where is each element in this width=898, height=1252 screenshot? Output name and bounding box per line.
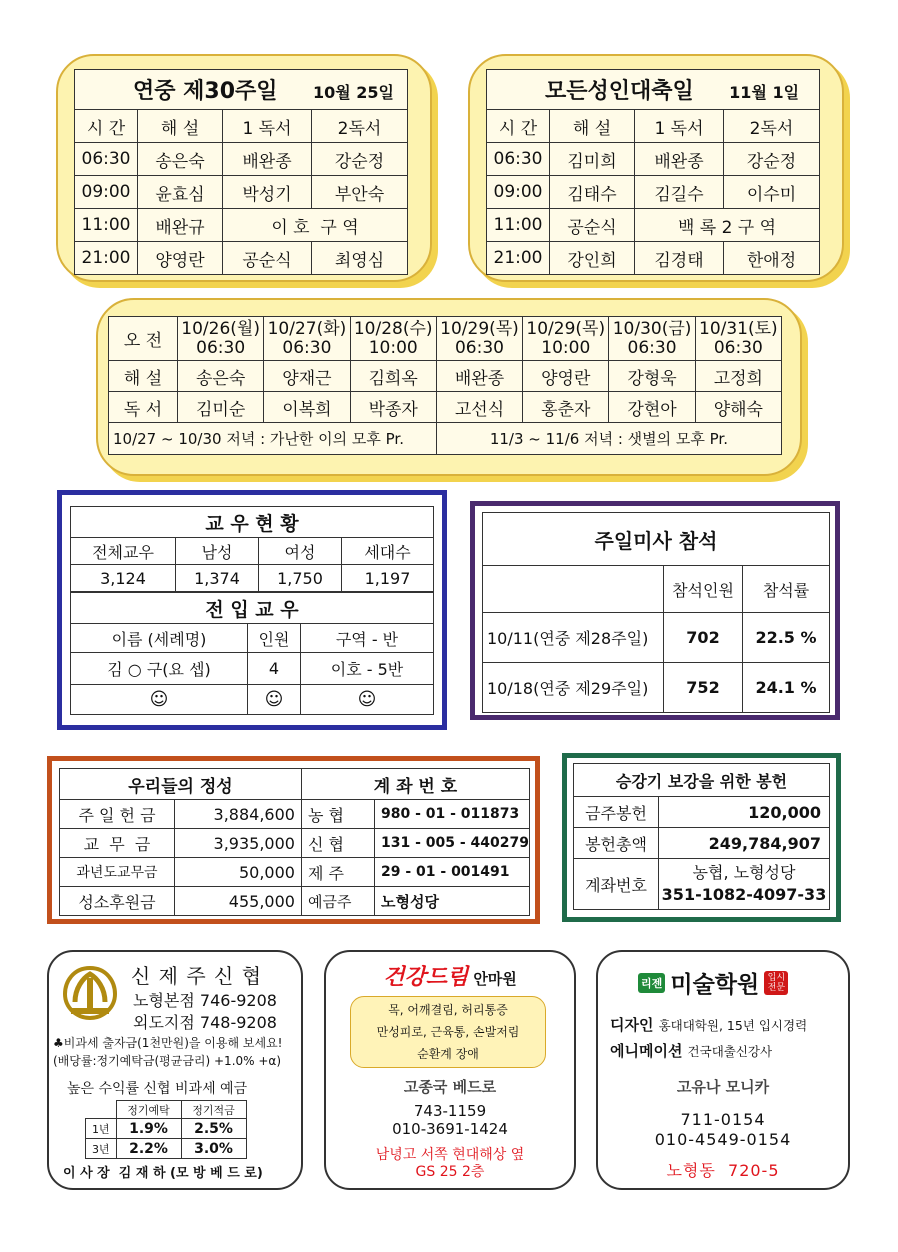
weekday-slot bbox=[178, 317, 264, 361]
massage-phone-1: 743-1159 bbox=[413, 1102, 487, 1120]
sunday2-title: 모든성인대축일 bbox=[545, 79, 694, 104]
credit-promo-3: 높은 수익률 신협 비과세 예금 bbox=[67, 1081, 248, 1097]
art-academy-ad bbox=[596, 950, 850, 1190]
newcomers-table bbox=[70, 592, 434, 715]
credit-chair: 이 사 장 김 재 하 (모 방 베 드 로) bbox=[63, 1166, 263, 1181]
smiley-icon: ☺ bbox=[248, 685, 301, 715]
bank-name: 예금주 bbox=[301, 887, 374, 916]
time-cell: 06:30 bbox=[75, 143, 138, 176]
massage-service-1: 목, 어깨결림, 허리통증 bbox=[388, 1003, 508, 1017]
attendance-table bbox=[482, 512, 830, 713]
value-male: 1,374 bbox=[176, 565, 259, 592]
name-cell: 양영란 bbox=[523, 361, 609, 392]
evening-note-2: 11/3 ~ 11/6 저녁 : 샛별의 모후 Pr. bbox=[436, 423, 781, 455]
parishioners-table bbox=[70, 506, 434, 592]
attendance-count: 702 bbox=[664, 613, 743, 663]
sunday1-date: 10월 25일 bbox=[312, 83, 394, 102]
newcomers-title: 전 입 교 우 bbox=[71, 593, 434, 624]
massage-owner: 고종국 베드로 bbox=[403, 1078, 497, 1096]
account-number: 131 - 005 - 440279 bbox=[374, 829, 529, 858]
elevator-account-label: 계좌번호 bbox=[574, 859, 659, 910]
art-line2-bold: 에니메이션 bbox=[610, 1042, 683, 1060]
header-reading2: 2독서 bbox=[312, 110, 408, 143]
district-cell: 이 호 구 역 bbox=[223, 209, 408, 242]
elevator-amount: 120,000 bbox=[659, 797, 830, 828]
elevator-label: 금주봉헌 bbox=[574, 797, 659, 828]
massage-sub: 안마원 bbox=[473, 970, 517, 988]
name-cell: 송은숙 bbox=[178, 361, 264, 392]
credit-branch-1: 노형본점 746-9208 bbox=[133, 991, 277, 1010]
header-time: 시 간 bbox=[487, 110, 550, 143]
massage-address-1: 남녕고 서쪽 현대해상 옆 bbox=[375, 1147, 525, 1163]
slot-date: 10/26(월) bbox=[181, 318, 260, 339]
elevator-account-number: 351-1082-4097-33 bbox=[661, 885, 827, 904]
bank-name: 제 주 bbox=[301, 858, 374, 887]
weekday-slot bbox=[436, 317, 522, 361]
offering-amount: 50,000 bbox=[174, 858, 301, 887]
header-name: 이름 (세례명) bbox=[71, 624, 248, 653]
bank-name: 농 협 bbox=[301, 800, 374, 829]
weekday-slot bbox=[695, 317, 781, 361]
offering-label: 주 일 헌 금 bbox=[60, 800, 175, 829]
name-cell: 한애정 bbox=[724, 242, 820, 275]
massage-services-box bbox=[350, 996, 546, 1068]
district-cell: 백 록 2 구 역 bbox=[635, 209, 820, 242]
name-cell: 강형욱 bbox=[609, 361, 695, 392]
slot-time: 06:30 bbox=[627, 337, 677, 358]
name-cell: 박종자 bbox=[350, 392, 436, 423]
slot-time: 06:30 bbox=[713, 337, 763, 358]
name-cell: 이수미 bbox=[724, 176, 820, 209]
evening-note-1: 10/27 ~ 10/30 저녁 : 가난한 이의 모후 Pr. bbox=[109, 423, 437, 455]
offering-amount: 3,884,600 bbox=[174, 800, 301, 829]
rate-value: 3.0% bbox=[181, 1139, 246, 1159]
name-cell: 김태수 bbox=[550, 176, 635, 209]
time-cell: 21:00 bbox=[487, 242, 550, 275]
name-cell: 강순정 bbox=[724, 143, 820, 176]
time-cell: 21:00 bbox=[75, 242, 138, 275]
account-number: 980 - 01 - 011873 bbox=[374, 800, 529, 829]
offering-label: 교 무 금 bbox=[60, 829, 175, 858]
header-time: 시 간 bbox=[75, 110, 138, 143]
sunday1-table bbox=[74, 69, 408, 275]
name-cell: 고정희 bbox=[695, 361, 781, 392]
slot-date: 10/29(목) bbox=[526, 318, 606, 339]
header-reading1: 1 독서 bbox=[635, 110, 724, 143]
elevator-label: 봉헌총액 bbox=[574, 828, 659, 859]
offering-amount: 455,000 bbox=[174, 887, 301, 916]
newcomer-district: 이호 - 5반 bbox=[301, 653, 434, 685]
sunday1-title: 연중 제30주일 bbox=[133, 79, 278, 104]
attendance-rate: 22.5 % bbox=[743, 613, 830, 663]
header-commentary: 해 설 bbox=[550, 110, 635, 143]
name-cell: 공순식 bbox=[223, 242, 312, 275]
name-cell: 강순정 bbox=[312, 143, 408, 176]
time-cell: 06:30 bbox=[487, 143, 550, 176]
time-cell: 11:00 bbox=[487, 209, 550, 242]
name-cell: 강현아 bbox=[609, 392, 695, 423]
account-title: 계 좌 번 호 bbox=[301, 769, 529, 800]
name-cell: 강인희 bbox=[550, 242, 635, 275]
header-reading1: 1 독서 bbox=[223, 110, 312, 143]
offerings-title: 우리들의 정성 bbox=[60, 769, 302, 800]
value-female: 1,750 bbox=[259, 565, 342, 592]
offerings-table bbox=[59, 768, 530, 916]
attendance-title: 주일미사 참석 bbox=[483, 513, 830, 566]
art-phone-2: 010-4549-0154 bbox=[654, 1130, 792, 1149]
rate-col-savings: 정기적금 bbox=[181, 1101, 246, 1119]
header-district: 구역 - 반 bbox=[301, 624, 434, 653]
sunday2-date: 11월 1일 bbox=[729, 83, 800, 102]
slot-date: 10/29(목) bbox=[440, 318, 519, 339]
name-cell: 배완종 bbox=[223, 143, 312, 176]
rate-term: 1년 bbox=[86, 1119, 117, 1139]
slot-time: 10:00 bbox=[541, 337, 591, 358]
art-line1-bold: 디자인 bbox=[610, 1016, 654, 1034]
credit-promo-2: (배당률:정기예탁금(평균금리) +1.0% +α) bbox=[53, 1054, 282, 1068]
header-count: 인원 bbox=[248, 624, 301, 653]
slot-date: 10/30(금) bbox=[612, 318, 692, 339]
name-cell: 김미희 bbox=[550, 143, 635, 176]
weekday-table bbox=[108, 316, 782, 455]
name-cell: 김길수 bbox=[635, 176, 724, 209]
elevator-table bbox=[573, 763, 830, 910]
rate-value: 2.5% bbox=[181, 1119, 246, 1139]
header-rate: 참석률 bbox=[743, 566, 830, 613]
credit-promo-1: ♣비과세 출자금(1천만원)을 이용해 보세요! bbox=[53, 1036, 283, 1050]
time-cell: 09:00 bbox=[75, 176, 138, 209]
name-cell: 배완규 bbox=[138, 209, 223, 242]
label-commentary: 해 설 bbox=[109, 361, 178, 392]
rate-value: 2.2% bbox=[116, 1139, 181, 1159]
credit-union-logo bbox=[61, 964, 119, 1022]
name-cell: 배완종 bbox=[635, 143, 724, 176]
slot-date: 10/31(토) bbox=[699, 318, 778, 339]
account-holder: 노형성당 bbox=[374, 887, 529, 916]
bank-name: 신 협 bbox=[301, 829, 374, 858]
slot-time: 06:30 bbox=[282, 337, 332, 358]
slot-date: 10/27(화) bbox=[267, 318, 347, 339]
name-cell: 송은숙 bbox=[138, 143, 223, 176]
massage-service-2: 만성피로, 근육통, 손발저림 bbox=[376, 1025, 520, 1039]
attendance-week: 10/18(연중 제29주일) bbox=[483, 663, 664, 713]
credit-union-ad bbox=[47, 950, 303, 1190]
newcomer-count: 4 bbox=[248, 653, 301, 685]
time-cell: 09:00 bbox=[487, 176, 550, 209]
art-address: 노형동 720-5 bbox=[666, 1161, 780, 1180]
elevator-account-bank: 농협, 노형성당 bbox=[692, 863, 796, 882]
name-cell: 배완종 bbox=[436, 361, 522, 392]
name-cell: 홍춘자 bbox=[523, 392, 609, 423]
offering-label: 성소후원금 bbox=[60, 887, 175, 916]
header-reading2: 2독서 bbox=[724, 110, 820, 143]
name-cell: 김경태 bbox=[635, 242, 724, 275]
massage-brand: 건강드림 bbox=[383, 965, 469, 990]
offering-amount: 3,935,000 bbox=[174, 829, 301, 858]
attendance-rate: 24.1 % bbox=[743, 663, 830, 713]
slot-time: 06:30 bbox=[196, 337, 246, 358]
art-owner: 고유나 모니카 bbox=[676, 1078, 770, 1096]
massage-address-2: GS 25 2층 bbox=[415, 1164, 485, 1180]
attendance-count: 752 bbox=[664, 663, 743, 713]
art-line1: 홍대대학원, 15년 입시경력 bbox=[658, 1018, 808, 1033]
weekday-slot bbox=[523, 317, 609, 361]
massage-ad bbox=[324, 950, 576, 1190]
newcomer-name: 김 ○ 구(요 셉) bbox=[71, 653, 248, 685]
rate-value: 1.9% bbox=[116, 1119, 181, 1139]
name-cell: 부안숙 bbox=[312, 176, 408, 209]
elevator-title: 승강기 보강을 위한 봉헌 bbox=[574, 764, 830, 797]
account-number: 29 - 01 - 001491 bbox=[374, 858, 529, 887]
header-households: 세대수 bbox=[342, 538, 434, 565]
header-male: 남성 bbox=[176, 538, 259, 565]
name-cell: 양영란 bbox=[138, 242, 223, 275]
name-cell: 고선식 bbox=[436, 392, 522, 423]
header-total: 전체교우 bbox=[71, 538, 176, 565]
name-cell: 윤효심 bbox=[138, 176, 223, 209]
header-commentary: 해 설 bbox=[138, 110, 223, 143]
weekday-slot bbox=[264, 317, 350, 361]
name-cell: 김희옥 bbox=[350, 361, 436, 392]
art-badge: 입시전문 bbox=[764, 971, 788, 995]
sunday2-table bbox=[486, 69, 820, 275]
name-cell: 양해숙 bbox=[695, 392, 781, 423]
credit-branch-2: 외도지점 748-9208 bbox=[133, 1013, 277, 1032]
name-cell: 양재근 bbox=[264, 361, 350, 392]
art-logo-icon: 리젠 bbox=[638, 973, 665, 993]
slot-time: 10:00 bbox=[368, 337, 418, 358]
credit-union-name: 신 제 주 신 협 bbox=[131, 964, 263, 988]
time-cell: 11:00 bbox=[75, 209, 138, 242]
parishioners-title: 교 우 현 황 bbox=[71, 507, 434, 538]
value-households: 1,197 bbox=[342, 565, 434, 592]
smiley-icon: ☺ bbox=[71, 685, 248, 715]
rate-term: 3년 bbox=[86, 1139, 117, 1159]
massage-phone-2: 010-3691-1424 bbox=[392, 1120, 508, 1138]
header-female: 여성 bbox=[259, 538, 342, 565]
art-brand: 미술학원 bbox=[670, 972, 760, 998]
label-time: 오 전 bbox=[109, 317, 178, 361]
weekday-slot bbox=[609, 317, 695, 361]
art-line2: 건국대출신강사 bbox=[687, 1044, 773, 1059]
name-cell: 공순식 bbox=[550, 209, 635, 242]
slot-date: 10/28(수) bbox=[353, 318, 433, 339]
rate-col-deposit: 정기예탁 bbox=[116, 1101, 181, 1119]
name-cell: 최영심 bbox=[312, 242, 408, 275]
slot-time: 06:30 bbox=[454, 337, 504, 358]
header-attendees: 참석인원 bbox=[664, 566, 743, 613]
name-cell: 이복희 bbox=[264, 392, 350, 423]
offering-label: 과년도교무금 bbox=[60, 858, 175, 887]
name-cell: 박성기 bbox=[223, 176, 312, 209]
weekday-slot bbox=[350, 317, 436, 361]
label-reading: 독 서 bbox=[109, 392, 178, 423]
art-phone-1: 711-0154 bbox=[680, 1110, 766, 1129]
value-total: 3,124 bbox=[71, 565, 176, 592]
elevator-amount: 249,784,907 bbox=[659, 828, 830, 859]
massage-service-3: 순환계 장애 bbox=[417, 1047, 479, 1061]
name-cell: 김미순 bbox=[178, 392, 264, 423]
attendance-week: 10/11(연중 제28주일) bbox=[483, 613, 664, 663]
credit-rate-table bbox=[85, 1100, 247, 1159]
smiley-icon: ☺ bbox=[301, 685, 434, 715]
